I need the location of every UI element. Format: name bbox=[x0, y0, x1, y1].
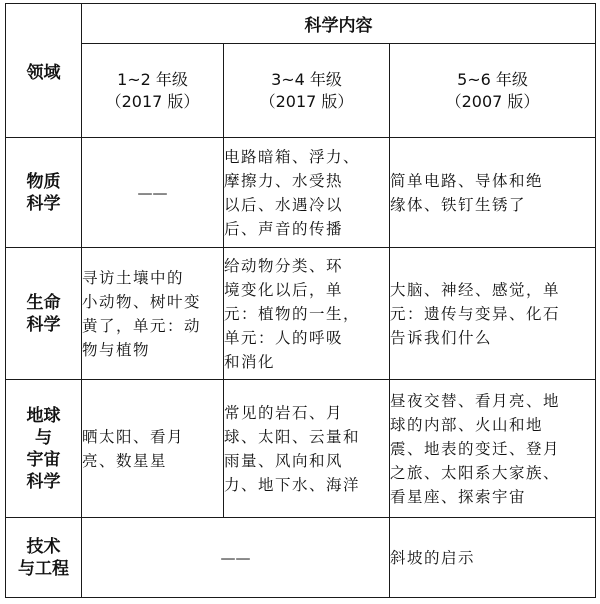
row-technology-engineering bbox=[6, 518, 596, 598]
header-row-top bbox=[6, 4, 596, 44]
domain-life-science: 生命 科学 bbox=[6, 248, 82, 380]
matter-grade-1-2-none: —— bbox=[82, 138, 224, 248]
domain-earth-space-science: 地球 与 宇宙 科学 bbox=[6, 380, 82, 518]
row-earth-space-science bbox=[6, 380, 596, 518]
matter-grade-5-6: 简单电路、导体和绝 缘体、铁钉生锈了 bbox=[390, 138, 596, 248]
grade-edition: （2017 版） bbox=[259, 91, 354, 111]
earth-grade-5-6: 昼夜交替、看月亮、地 球的内部、火山和地 震、地表的变迁、登月 之旅、太阳系大家族、 看星座、探索宇宙 bbox=[390, 380, 596, 518]
tech-grade-1-4-none: —— bbox=[82, 518, 390, 598]
domain-matter-science: 物质 科学 bbox=[6, 138, 82, 248]
row-matter-science bbox=[6, 138, 596, 248]
grade-range: 3~4 年级 bbox=[271, 69, 342, 89]
header-grade-3-4 bbox=[224, 44, 390, 138]
life-grade-3-4: 给动物分类、环 境变化以后，单 元：植物的一生， 单元：人的呼吸 和消化 bbox=[224, 248, 390, 380]
earth-grade-3-4: 常见的岩石、月 球、太阳、云量和 雨量、风向和风 力、地下水、海洋 bbox=[224, 380, 390, 518]
grade-edition: （2007 版） bbox=[445, 91, 540, 111]
science-content-table bbox=[5, 3, 596, 598]
header-grade-1-2 bbox=[82, 44, 224, 138]
life-grade-1-2: 寻访土壤中的 小动物、树叶变 黄了，单元：动 物与植物 bbox=[82, 248, 224, 380]
curriculum-table-container bbox=[5, 3, 596, 598]
header-grade-5-6 bbox=[390, 44, 596, 138]
domain-technology-engineering: 技术 与工程 bbox=[6, 518, 82, 598]
header-domain: 领域 bbox=[6, 4, 82, 138]
row-life-science bbox=[6, 248, 596, 380]
tech-grade-5-6: 斜坡的启示 bbox=[390, 518, 596, 598]
life-grade-5-6: 大脑、神经、感觉，单 元：遗传与变异、化石 告诉我们什么 bbox=[390, 248, 596, 380]
header-row-grades bbox=[6, 44, 596, 138]
header-science-content: 科学内容 bbox=[82, 4, 596, 44]
grade-range: 5~6 年级 bbox=[457, 69, 528, 89]
grade-range: 1~2 年级 bbox=[117, 69, 188, 89]
matter-grade-3-4: 电路暗箱、浮力、 摩擦力、水受热 以后、水遇冷以 后、声音的传播 bbox=[224, 138, 390, 248]
earth-grade-1-2: 晒太阳、看月 亮、数星星 bbox=[82, 380, 224, 518]
grade-edition: （2017 版） bbox=[105, 91, 200, 111]
